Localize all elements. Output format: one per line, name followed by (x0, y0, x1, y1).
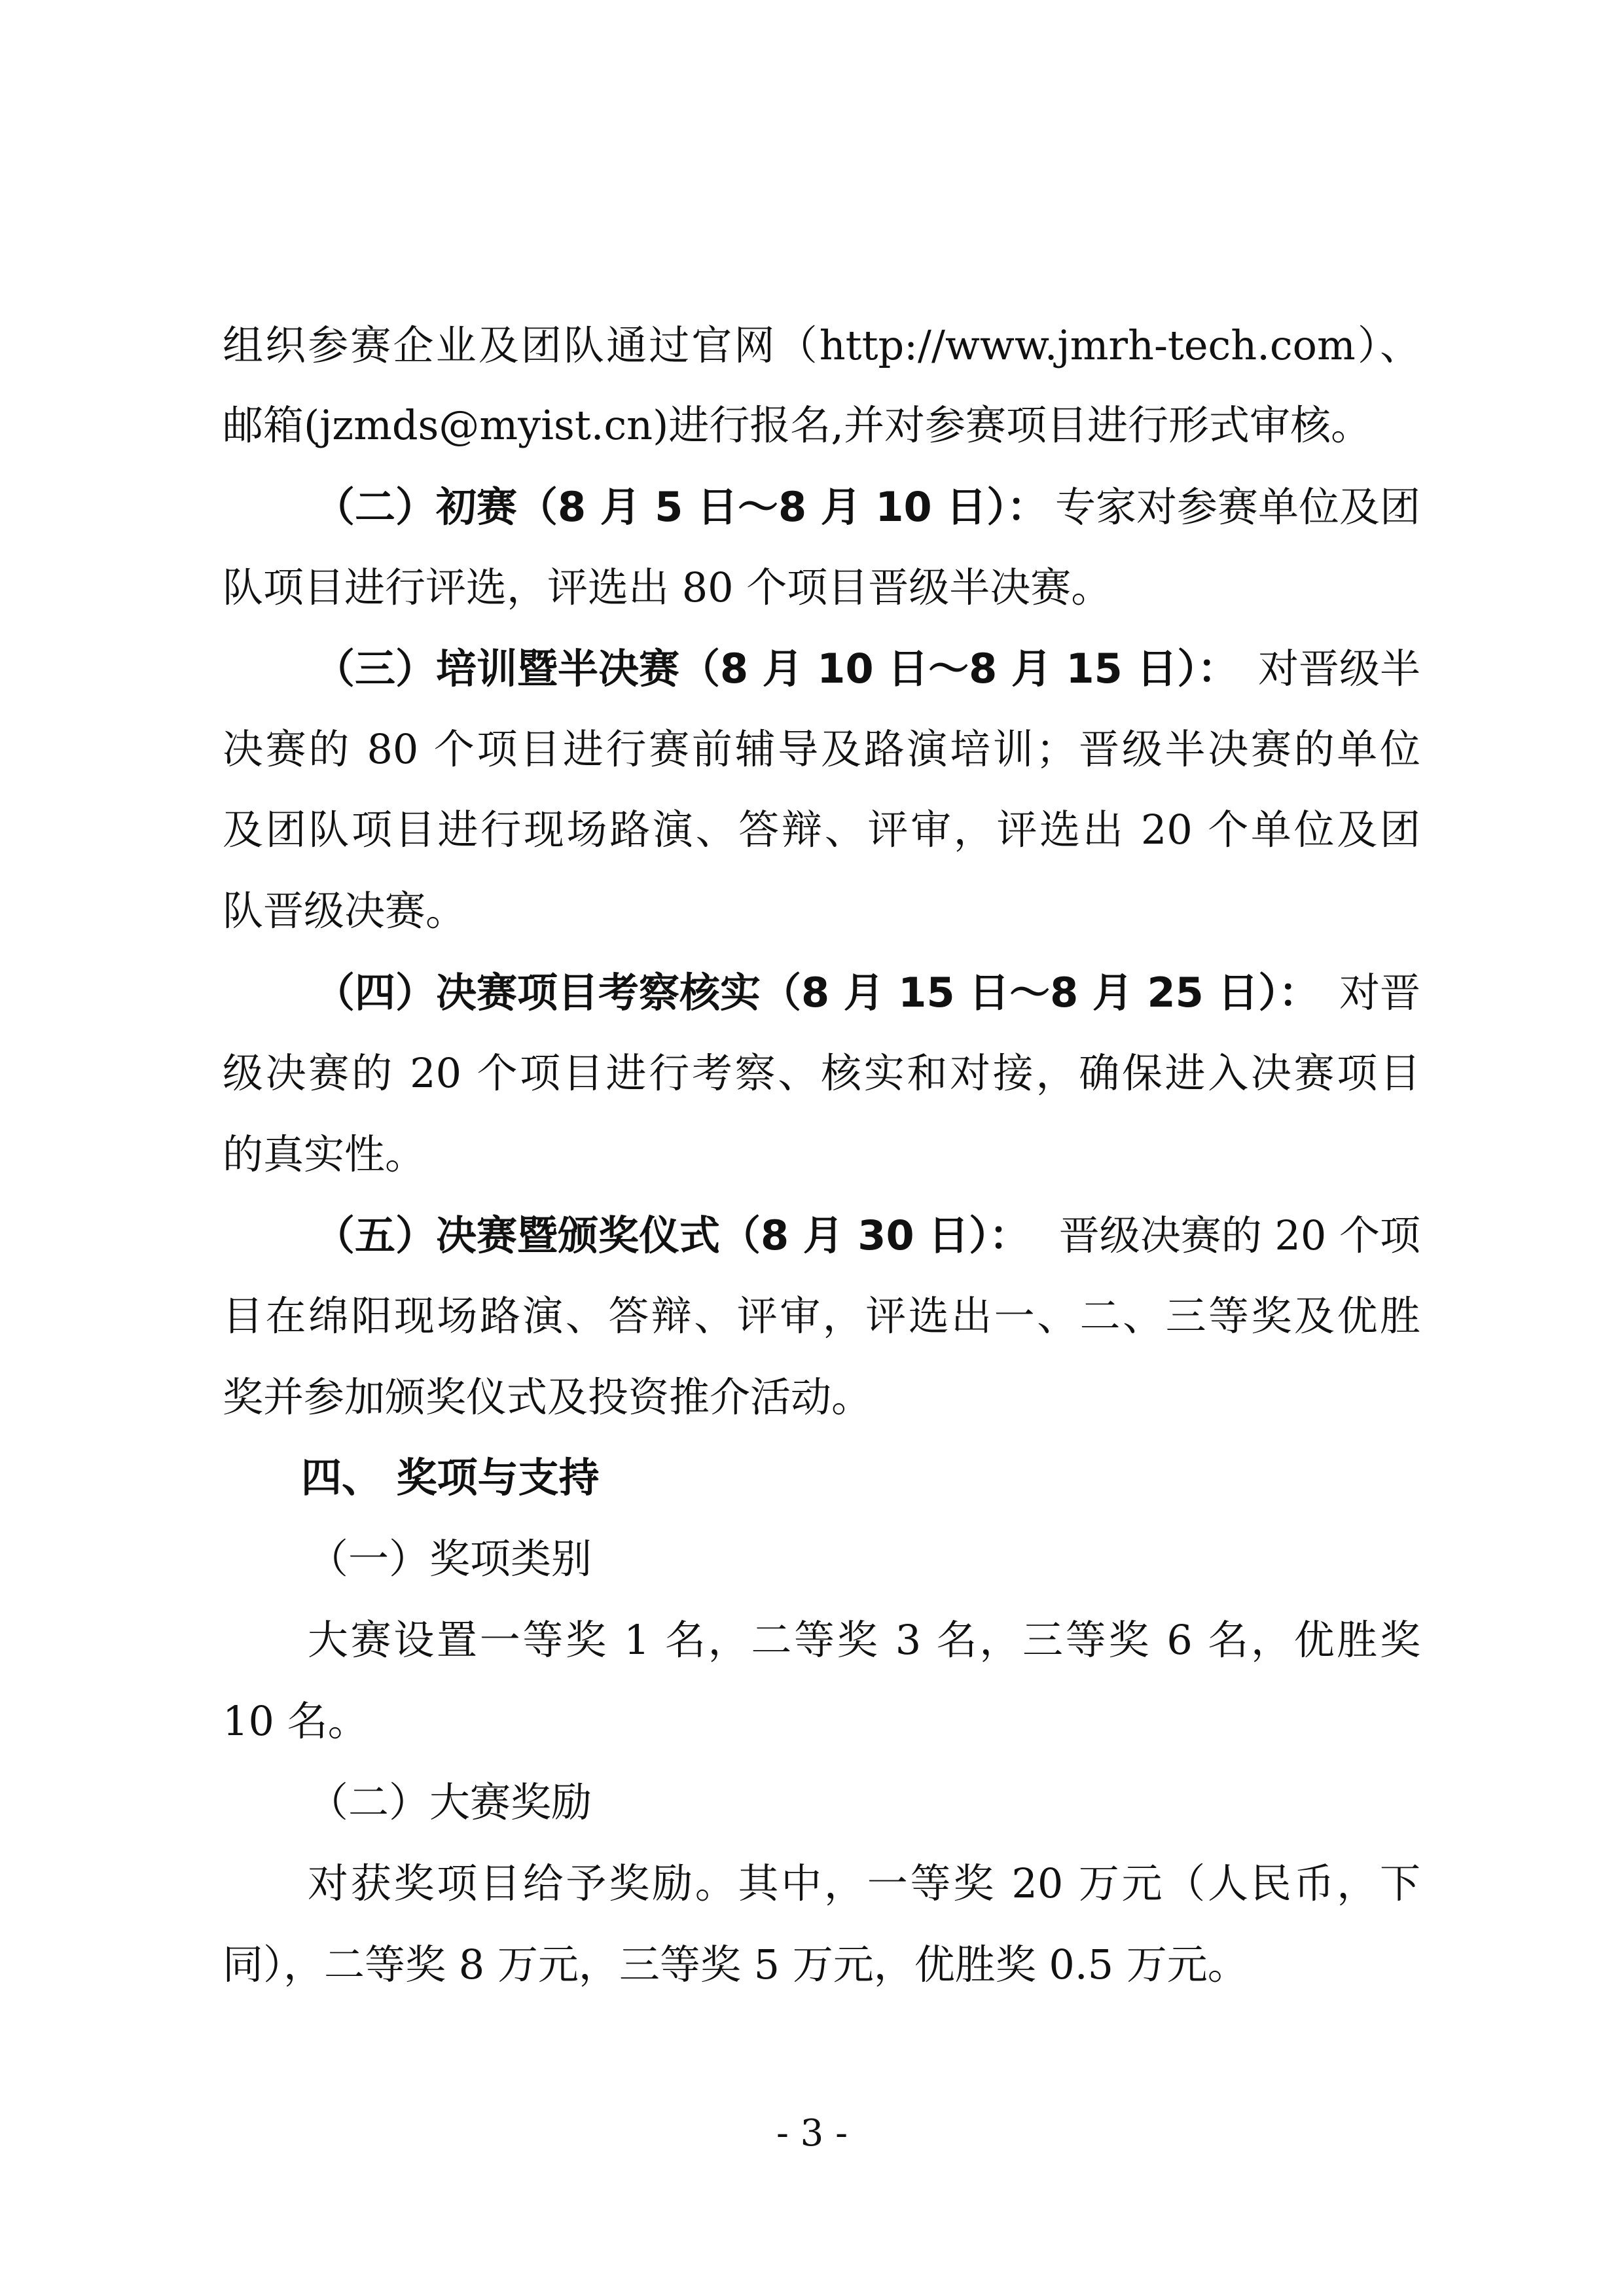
paragraph-line: 同），二等奖 8 万元，三等奖 5 万元，优胜奖 0.5 万元。 (223, 1941, 1248, 1988)
paragraph-line: 及团队项目进行现场路演、答辩、评审，评选出 20 个单位及团 (223, 806, 1420, 853)
section-3-line (314, 643, 1420, 695)
section-5-heading: （五）决赛暨颁奖仪式（8 月 30 日）： (314, 1211, 1030, 1259)
paragraph-line: 奖并参加颁奖仪式及投资推介活动。 (223, 1373, 873, 1421)
page-number: - 3 - (776, 2112, 848, 2155)
section-4-line (314, 967, 1420, 1019)
paragraph-line: 决赛的 80 个项目进行赛前辅导及路演培训；晋级半决赛的单位 (223, 725, 1420, 773)
paragraph-line: 队晋级决赛。 (223, 887, 467, 935)
paragraph-line: 邮箱(jzmds@myist.cn)进行报名,并对参赛项目进行形式审核。 (223, 401, 1372, 449)
paragraph-line: 10 名。 (223, 1697, 369, 1745)
paragraph-line: 组织参赛企业及团队通过官网（http://www.jmrh-tech.com）、 (223, 321, 1420, 369)
section-3-text: 对晋级半 (1257, 645, 1420, 692)
subsection-heading: （二）大赛奖励 (308, 1778, 592, 1826)
paragraph-line: 级决赛的 20 个项目进行考察、核实和对接，确保进入决赛项目 (223, 1049, 1420, 1097)
section-2-line (314, 481, 1420, 533)
section-3-heading: （三）培训暨半决赛（8 月 10 日～8 月 15 日）： (314, 645, 1238, 692)
section-4-text: 对晋 (1339, 969, 1420, 1016)
paragraph-line: 大赛设置一等奖 1 名，二等奖 3 名，三等奖 6 名，优胜奖 (308, 1616, 1420, 1664)
section-heading-4: 四、 奖项与支持 (301, 1454, 600, 1501)
section-5-line (314, 1210, 1420, 1262)
section-5-text: 晋级决赛的 20 个项 (1058, 1211, 1420, 1259)
subsection-heading: （一）奖项类别 (308, 1535, 592, 1583)
paragraph-line: 对获奖项目给予奖励。其中，一等奖 20 万元（人民币，下 (308, 1859, 1420, 1907)
paragraph-line: 队项目进行评选，评选出 80 个项目晋级半决赛。 (223, 564, 1112, 611)
section-4-heading: （四）决赛项目考察核实（8 月 15 日～8 月 25 日）： (314, 969, 1320, 1016)
paragraph-line: 的真实性。 (223, 1130, 426, 1178)
section-2-text: 专家对参赛单位及团 (1055, 483, 1420, 531)
paragraph-line: 目在绵阳现场路演、答辩、评审，评选出一、二、三等奖及优胜 (223, 1292, 1420, 1340)
section-2-heading: （二）初赛（8 月 5 日～8 月 10 日）： (314, 483, 1048, 531)
